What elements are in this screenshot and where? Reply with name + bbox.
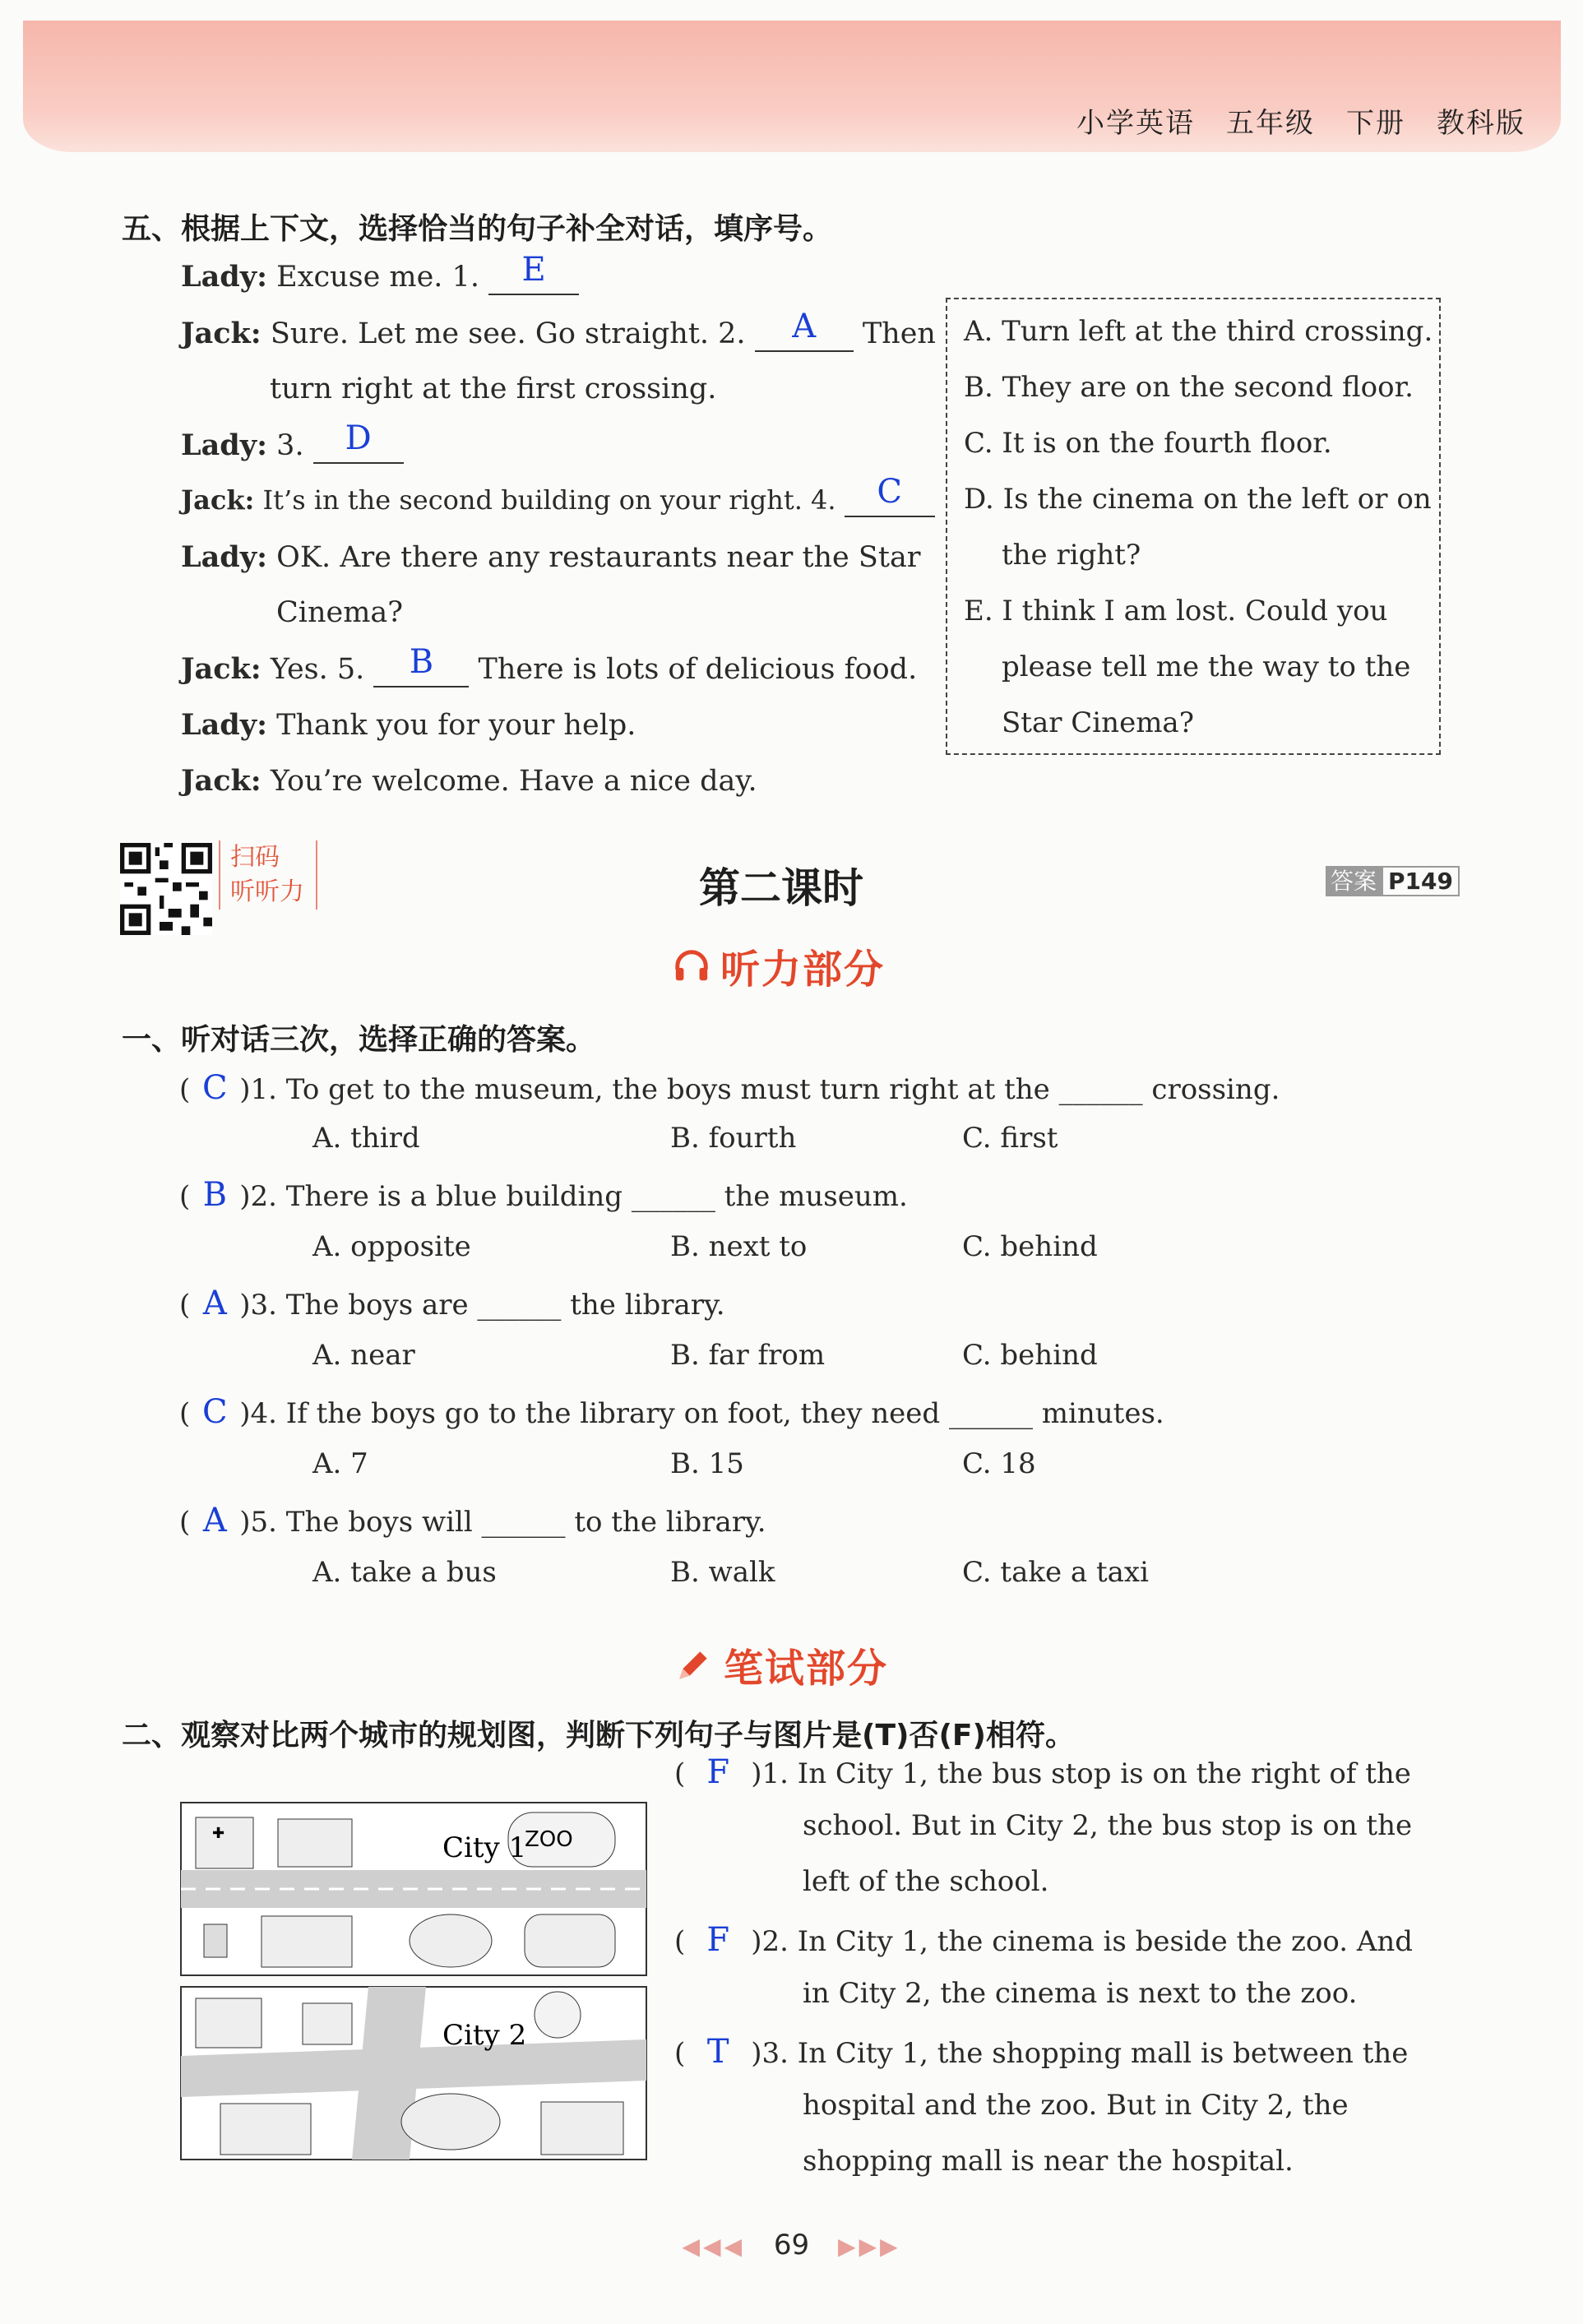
- q4-opt-a: A. 7: [312, 1447, 368, 1480]
- lesson-title: 第二课时: [699, 864, 863, 912]
- tf-q1: ( F )1. In City 1, the bus stop is on the right of the: [674, 1753, 1411, 1791]
- q2-opt-b: B. next to: [670, 1230, 808, 1263]
- book-meta: [1045, 100, 1525, 141]
- listen-q2: ( B )2. There is a blue building ______ the museum.: [179, 1176, 908, 1214]
- grade: 五年级: [1226, 107, 1315, 140]
- option-e-cont-2: Star Cinema?: [1002, 706, 1194, 739]
- page-number: 69: [773, 2229, 810, 2262]
- q4-opt-b: B. 15: [670, 1447, 744, 1480]
- term: 下册: [1346, 107, 1405, 140]
- dialog-line-5: Jack: It’s in the second building on your right. 4. C: [181, 484, 935, 517]
- q3-opt-b: B. far from: [670, 1339, 826, 1372]
- q1-opt-a: A. third: [312, 1122, 420, 1155]
- pencil-icon: [673, 1645, 714, 1686]
- city-2-map: [181, 1987, 646, 2160]
- option-e: E. I think I am lost. Could you: [964, 595, 1388, 627]
- scan-listen-label: 扫码 听听力: [219, 840, 317, 937]
- tf-q2: ( F )2. In City 1, the cinema is beside the zoo. And: [674, 1921, 1414, 1959]
- q5-opt-a: A. take a bus: [312, 1556, 497, 1589]
- page-footer: [0, 2229, 1583, 2262]
- dialog-line-2: Jack: Sure. Let me see. Go straight. 2. A Then: [181, 308, 936, 350]
- city-1-label: City 1: [442, 1831, 527, 1864]
- option-e-cont-1: please tell me the way to the: [1002, 650, 1411, 683]
- listen-q4: ( C )4. If the boys go to the library on foot, they need ______ minutes.: [179, 1393, 1164, 1431]
- headphones-icon: [673, 947, 710, 985]
- answer-1: E: [521, 251, 546, 289]
- dialog-line-10: Jack: You’re welcome. Have a nice day.: [181, 764, 757, 798]
- city-1-map: [181, 1803, 646, 1975]
- section5-title: 五、根据上下文，选择恰当的句子补全对话，填序号。: [122, 212, 833, 246]
- listen-q1: ( C )1. To get to the museum, the boys must turn right at the ______ crossing.: [179, 1069, 1280, 1107]
- q1-opt-c: C. first: [962, 1122, 1058, 1155]
- dialog-line-8: Jack: Yes. 5. B There is lots of delicious food.: [181, 643, 918, 686]
- subject: 小学英语: [1076, 107, 1195, 140]
- tf-q3: ( T )3. In City 1, the shopping mall is between the: [674, 2033, 1409, 2071]
- q4-opt-c: C. 18: [962, 1447, 1036, 1480]
- q5-opt-b: B. walk: [670, 1556, 775, 1589]
- q2-opt-c: C. behind: [962, 1230, 1098, 1263]
- svg-text:✚: ✚: [212, 1825, 225, 1842]
- option-b: B. They are on the second floor.: [964, 371, 1414, 404]
- q3-opt-c: C. behind: [962, 1339, 1098, 1372]
- dialog-line-3: turn right at the first crossing.: [270, 373, 717, 405]
- option-a: A. Turn left at the third crossing.: [964, 315, 1433, 348]
- edition: 教科版: [1437, 107, 1525, 140]
- q1-opt-b: B. fourth: [670, 1122, 797, 1155]
- svg-text:ZOO: ZOO: [525, 1827, 573, 1852]
- options-box: [946, 298, 1441, 755]
- q5-opt-c: C. take a taxi: [962, 1556, 1149, 1589]
- listening-banner: 听力部分: [673, 937, 885, 994]
- listening-title: 一、听对话三次，选择正确的答案。: [122, 1023, 596, 1057]
- listen-q5: ( A )5. The boys will ______ to the library.: [179, 1502, 766, 1539]
- option-d-cont: the right?: [1002, 539, 1141, 572]
- written-banner: 笔试部分: [673, 1637, 888, 1693]
- answer-3: D: [345, 419, 372, 457]
- next-arrows-icon: ▶▶▶: [837, 2233, 901, 2260]
- tf-q3-line3: shopping mall is near the hospital.: [803, 2145, 1294, 2178]
- qr-code-icon[interactable]: [120, 843, 212, 935]
- answer-4: C: [877, 473, 903, 511]
- dialog-line-6: Lady: OK. Are there any restaurants near the Star: [181, 540, 921, 574]
- option-c: C. It is on the fourth floor.: [964, 427, 1332, 460]
- answer-2: A: [792, 308, 817, 345]
- city-2-label: City 2: [442, 2019, 527, 2052]
- tf-q1-line3: left of the school.: [803, 1865, 1049, 1898]
- tf-q2-line2: in City 2, the cinema is next to the zoo.: [803, 1977, 1358, 2010]
- dialog-line-7: Cinema?: [276, 596, 404, 629]
- dialog-line-1: Lady: Excuse me. 1. E: [181, 260, 579, 295]
- q3-opt-a: A. near: [312, 1339, 415, 1372]
- listen-q3: ( A )3. The boys are ______ the library.: [179, 1285, 725, 1322]
- q2-opt-a: A. opposite: [312, 1230, 471, 1263]
- tf-q3-line2: hospital and the zoo. But in City 2, the: [803, 2089, 1349, 2122]
- written-title: 二、观察对比两个城市的规划图，判断下列句子与图片是(T)否(F)相符。: [122, 1719, 1075, 1752]
- prev-arrows-icon: ◀◀◀: [682, 2233, 746, 2260]
- option-d: D. Is the cinema on the left or on: [964, 483, 1432, 516]
- dialog-line-4: Lady: 3. D: [181, 428, 404, 464]
- answer-page-ref: 答案 P149: [1326, 863, 1460, 896]
- tf-q1-line2: school. But in City 2, the bus stop is on the: [803, 1809, 1413, 1842]
- dialog-line-9: Lady: Thank you for your help.: [181, 708, 636, 742]
- city-maps-image: [179, 1801, 648, 2163]
- answer-5: B: [409, 643, 434, 681]
